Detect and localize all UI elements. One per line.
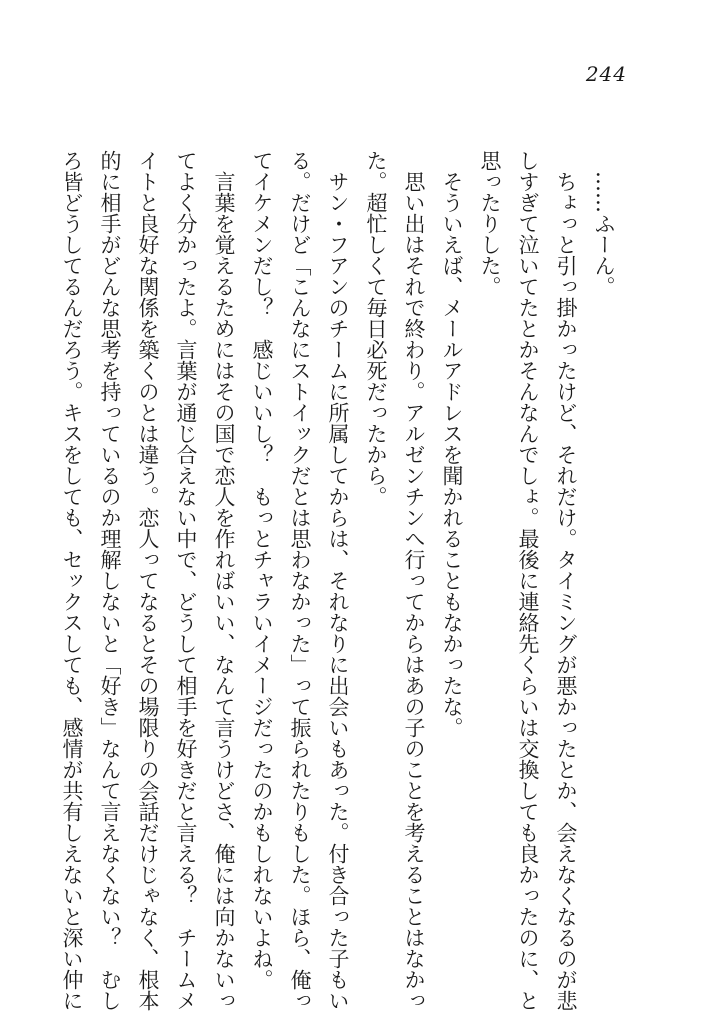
text-line: ろ皆どうしてるんだろう。キスをしても、セックスしても、感情が共有しえないと深い仲に [60,150,84,1011]
vertical-text-body [60,150,623,1011]
text-line: た。超忙しくて毎日必死だったから。 [364,150,388,507]
text-line: 思ったりした。 [478,150,502,297]
page-number: 244 [585,62,627,86]
text-line: てよく分かったよ。言葉が通じ合えない中で、どうして相手を好きだと言える？ チームメ [174,150,198,1011]
text-line: しすぎて泣いてたとかそんなんでしょ。最後に連絡先くらいは交換しても良かったのに、と [516,150,540,1011]
text-line: ちょっと引っ掛かったけど、それだけ。タイミングが悪かったとか、会えなくなるのが悲 [554,150,578,1011]
text-line: そういえば、メールアドレスを聞かれることもなかったな。 [440,150,464,738]
text-line: イトと良好な関係を築くのとは違う。恋人ってなるとその場限りの会話だけじゃなく、根本 [136,150,160,1011]
text-line: ……ふーん。 [592,150,616,297]
text-line: サン・フアンのチームに所属してからは、それなりに出会いもあった。付き合った子もい [326,150,350,1011]
text-line: てイケメンだし？ 感じいいし？ もっとチャラいイメージだったのかもしれないよね。 [250,150,274,990]
text-line: 的に相手がどんな思考を持っているのか理解しないと「好き」なんて言えなくない？ むし [98,150,122,1011]
text-line: 思い出はそれで終わり。アルゼンチンへ行ってからはあの子のことを考えることはなかっ [402,150,426,1011]
text-line: る。だけど「こんなにストイックだとは思わなかった」って振られたりもした。ほら、俺っ [288,150,312,1011]
text-line: 言葉を覚えるためにはその国で恋人を作ればいい、なんて言うけどさ、俺には向かないっ [212,150,236,1011]
